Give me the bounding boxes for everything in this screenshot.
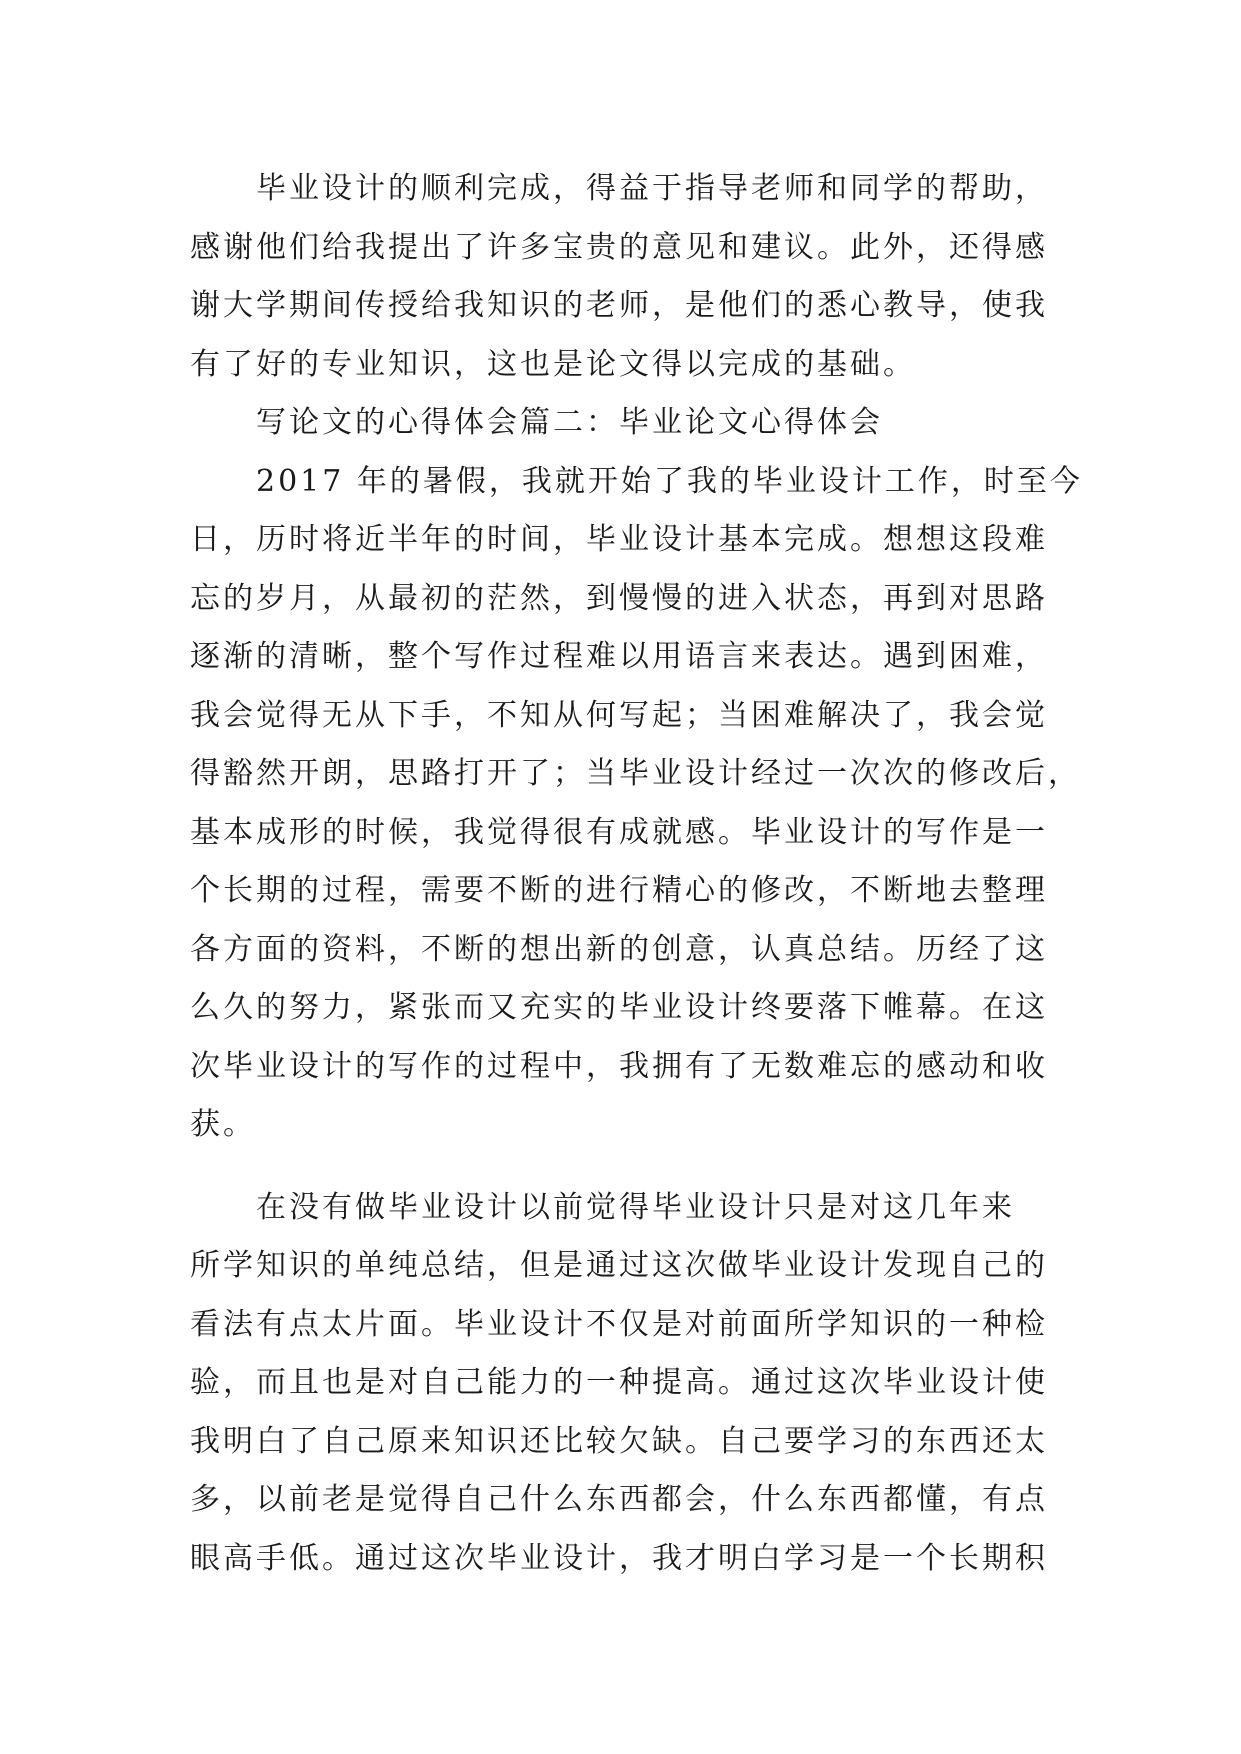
text-line: 我会觉得无从下手，不知从何写起；当困难解决了，我会觉 [190,697,1048,733]
text-line: 么久的努力，紧张而又充实的毕业设计终要落下帷幕。在这 [190,990,1048,1025]
text-line: 在没有做毕业设计以前觉得毕业设计只是对这几年来 [256,1189,1015,1225]
text-line: 谢大学期间传授给我知识的老师，是他们的悉心教导，使我 [190,288,1048,323]
text-line: 基本成形的时候，我觉得很有成就感。毕业设计的写作是一 [190,814,1048,850]
text-line: 感谢他们给我提出了许多宝贵的意见和建议。此外，还得感 [190,229,1048,265]
text-line: 个长期的过程，需要不断的进行精心的修改，不断地去整理 [190,873,1048,908]
document-body [190,160,1083,1588]
text-line: 2017 年的暑假，我就开始了我的毕业设计工作，时至今 [256,463,1083,499]
text-line: 各方面的资料，不断的想出新的创意，认真总结。历经了这 [190,931,1048,967]
text-line: 我明白了自己原来知识还比较欠缺。自己要学习的东西还太 [190,1423,1048,1459]
text-line: 次毕业设计的写作的过程中，我拥有了无数难忘的感动和收 [190,1048,1048,1084]
text-line: 忘的岁月，从最初的茫然，到慢慢的进入状态，再到对思路 [190,580,1048,616]
text-line: 获。 [190,1107,256,1142]
paragraph-summer-work [190,453,1083,1155]
section-heading [190,394,1060,453]
text-line: 多，以前老是觉得自己什么东西都会，什么东西都懂，有点 [190,1482,1048,1517]
paragraph-spacing [190,1155,1060,1179]
paragraph-acknowledgement [190,160,1060,394]
text-line: 验，而且也是对自己能力的一种提高。通过这次毕业设计使 [190,1365,1048,1400]
text-line: 逐渐的清晰，整个写作过程难以用语言来表达。遇到困难， [190,639,1048,674]
text-line: 毕业设计的顺利完成，得益于指导老师和同学的帮助， [256,171,1048,206]
text-line: 得豁然开朗，思路打开了；当毕业设计经过一次次的修改后， [190,756,1081,791]
heading-text: 写论文的心得体会篇二：毕业论文心得体会 [256,405,883,440]
paragraph-reflection [190,1179,1060,1589]
text-line: 看法有点太片面。毕业设计不仅是对前面所学知识的一种检 [190,1306,1048,1342]
text-line: 所学知识的单纯总结，但是通过这次做毕业设计发现自己的 [190,1248,1048,1283]
text-line: 有了好的专业知识，这也是论文得以完成的基础。 [190,346,916,382]
text-line: 眼高手低。通过这次毕业设计，我才明白学习是一个长期积 [190,1540,1048,1576]
text-line: 日，历时将近半年的时间，毕业设计基本完成。想想这段难 [190,522,1048,557]
